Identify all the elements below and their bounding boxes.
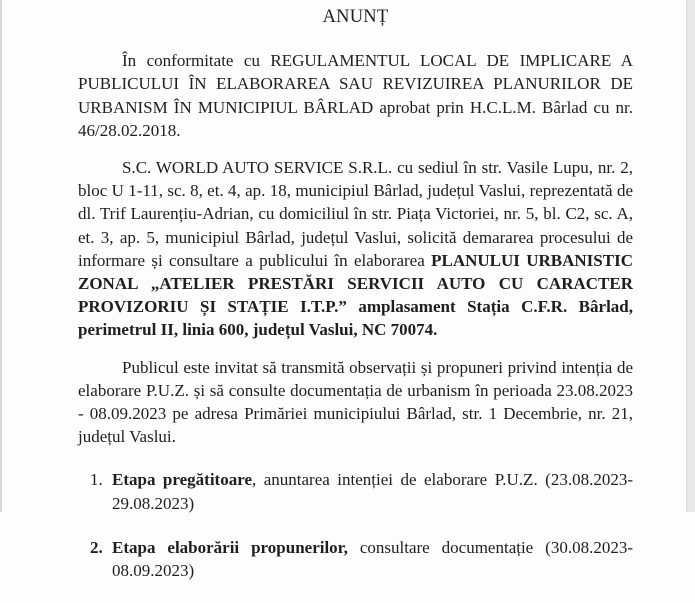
stage-number: 2. (90, 537, 103, 557)
paragraph-invitation: Publicul este invitat să transmită observații și propuneri privind intenția de elaborare P.U.Z. și să consulte documentația de urbanism în perioada 23.08.2023 - 08.09.2023 pe adresa Primăriei municipiului Bârlad, str. 1 Decembrie, nr. 21, județul Vaslui. (78, 357, 633, 447)
stage-name: Etapa elaborării propunerilor, (112, 537, 348, 557)
applicant-text: S.C. WORLD AUTO SERVICE S.R.L. cu sediul în str. Vasile Lupu, nr. 2, bloc U 1-11, sc. 8, et. 4, ap. 18, municipiul Bârlad, județul Vaslui, reprezentată de dl. Trif Laurențiu-Adrian, cu domiciliul în str. Piața Victoriei, nr. 5, bl. C2, sc. A, et. 3, ap. 5, municipiul Bârlad, județul Vaslui, solicită demararea procesului de informare și consultare a publicului în elaborarea (78, 158, 633, 270)
stage-item (90, 536, 633, 582)
paragraph-regulation: În conformitate cu REGULAMENTUL LOCAL DE IMPLICARE A PUBLICULUI ÎN ELABORAREA SAU REVIZUIREA PLANURILOR DE URBANISM ÎN MUNICIPIUL BÂRLAD aprobat prin H.C.L.M. Bârlad cu nr. 46/28.02.2018. (78, 51, 633, 140)
paragraph-applicant (78, 156, 633, 342)
stage-number: 1. (90, 470, 103, 490)
announcement-document (78, 6, 633, 603)
stages-list (78, 468, 633, 582)
stage-description: , anuntarea intenției de elaborare P.U.Z. (23.08.2023-29.08.2023) (112, 470, 633, 513)
page-edge-right (686, 0, 695, 512)
document-title: ANUNȚ (322, 7, 389, 27)
page-edge-left (0, 0, 2, 512)
stage-item (90, 468, 633, 514)
stage-name: Etapa pregătitoare (112, 470, 253, 490)
stage-description: consultare documentație (30.08.2023-08.09.2023) (112, 537, 633, 581)
plan-title: PLANULUI URBANISTIC ZONAL „ATELIER PRESTĂRI SERVICII AUTO CU CARACTER PROVIZORIU ȘI STAȚIE I.T.P.” amplasament Stația C.F.R. Bârlad, perimetrul II, linia 600, județul Vaslui, NC 70074. (78, 250, 633, 340)
